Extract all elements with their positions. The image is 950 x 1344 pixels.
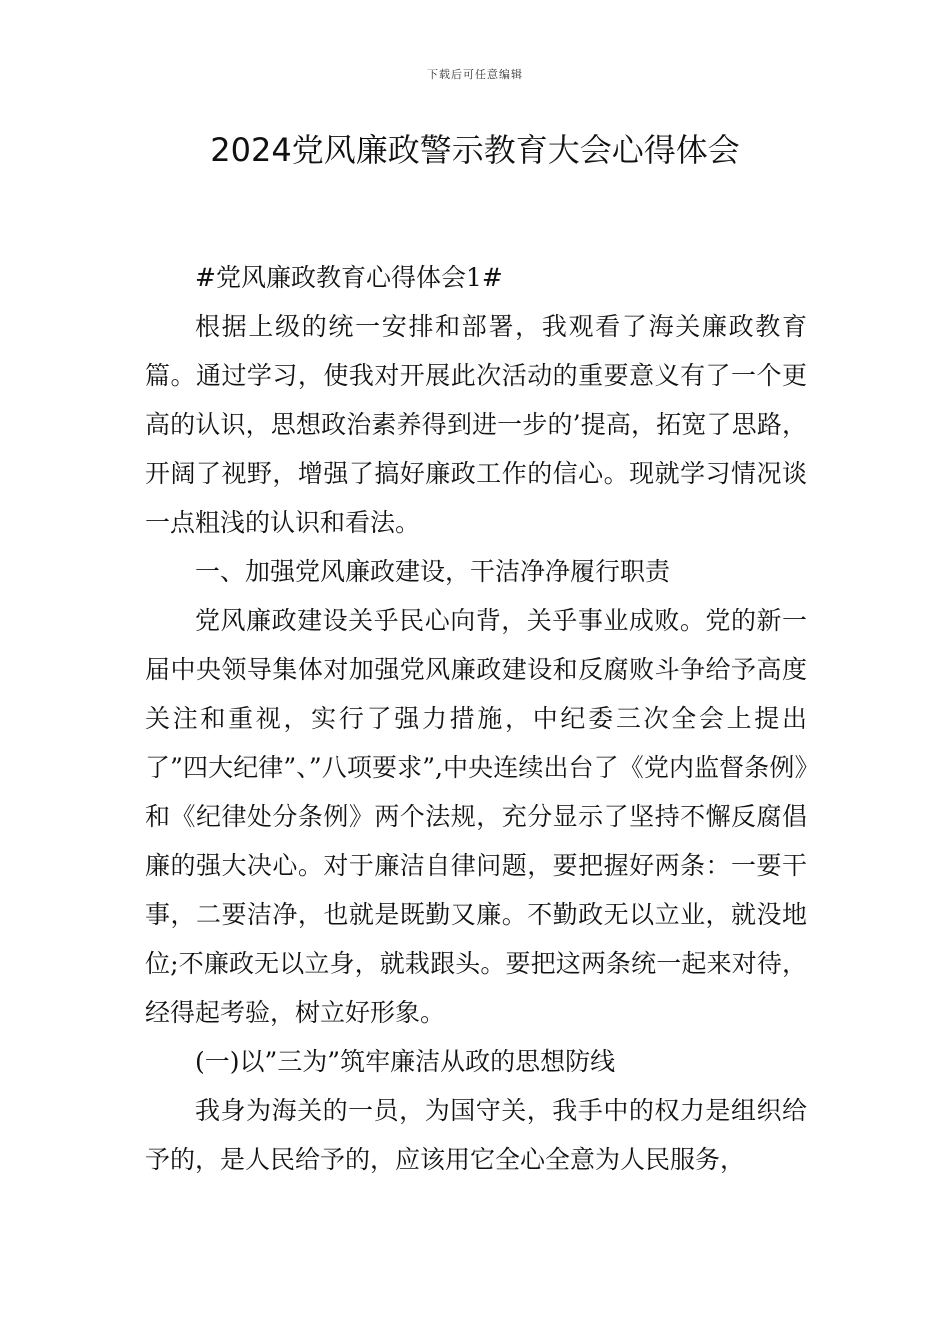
header-note: 下载后可任意编辑: [427, 68, 523, 81]
paragraph-intro: 根据上级的统一安排和部署，我观看了海关廉政教育篇。通过学习，使我对开展此次活动的重要意义有了一个更高的认识，思想政治素养得到进一步的’提高，拓宽了思路，开阔了视野，增强了搞好廉政工作的信心。现就学习情况谈一点粗浅的认识和看法。: [145, 312, 807, 537]
paragraph-customs-duty: 我身为海关的一员，为国守关，我手中的权力是组织给予的，是人民给予的，应该用它全心全意为人民服务，: [145, 1096, 807, 1174]
paragraph-section-marker: #党风廉政教育心得体会1#: [195, 263, 503, 292]
heading-section-one: 一、加强党风廉政建设，干洁净净履行职责: [195, 557, 671, 586]
paragraph-party-conduct: 党风廉政建设关乎民心向背，关乎事业成败。党的新一届中央领导集体对加强党风廉政建设和反腐败斗争给予高度关注和重视，实行了强力措施，中纪委三次全会上提出了”四大纪律”、”八项要求”,中央连续出台了《党内监督条例》和《纪律处分条例》两个法规，充分显示了坚持不懈反腐倡廉的强大决心。对于廉洁自律问题，要把握好两条：一要干事，二要洁净，也就是既勤又廉。不勤政无以立业，就没地位;不廉政无以立身，就栽跟头。要把这两条统一起来对待，经得起考验，树立好形象。: [145, 606, 807, 1027]
document-title: 2024党风廉政警示教育大会心得体会: [210, 131, 740, 169]
document-body: [145, 253, 807, 1184]
heading-subsection-one: (一)以”三为”筑牢廉洁从政的思想防线: [195, 1047, 616, 1076]
